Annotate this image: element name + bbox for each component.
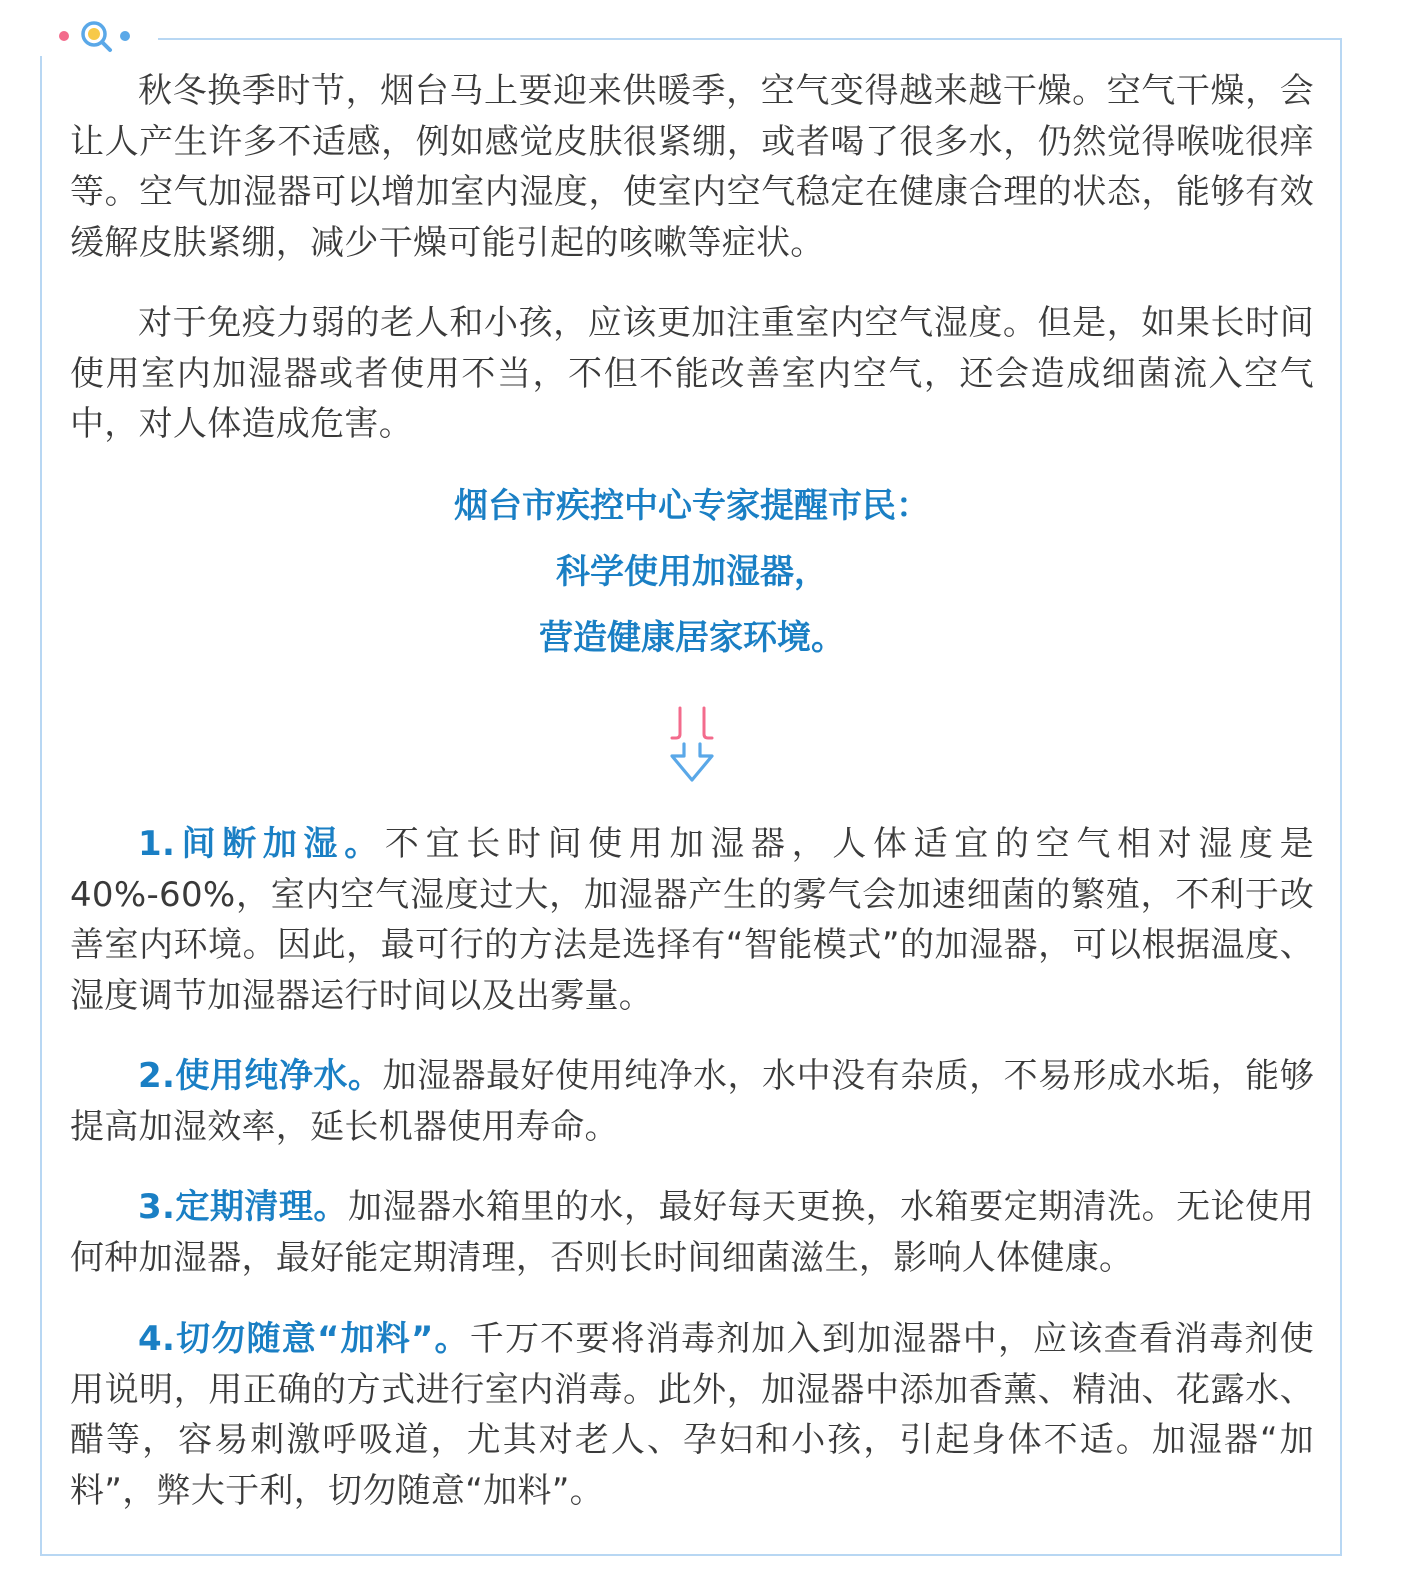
tip-3-title: 3.定期清理。 [138, 1187, 348, 1227]
tip-2 [70, 1051, 1314, 1152]
tip-2-title: 2.使用纯净水。 [138, 1056, 383, 1096]
tip-1-text [70, 819, 1314, 1021]
risk-text: 对于免疫力弱的老人和小孩，应该更加注重室内空气湿度。但是，如果长时间使用室内加湿器或者使用不当，不但不能改善室内空气，还会造成细菌流入空气中，对人体造成危害。 [70, 303, 1314, 444]
reminder-line-1: 烟台市疾控中心专家提醒市民： [454, 486, 930, 526]
tip-4-title: 4.切勿随意“加料”。 [138, 1319, 470, 1359]
tip-4-body: 千万不要将消毒剂加入到加湿器中，应该查看消毒剂使用说明，用正确的方式进行室内消毒。此外，加湿器中添加香薰、精油、花露水、醋等，容易刺激呼吸道，尤其对老人、孕妇和小孩，引起身体不适。加湿器“加料”，弊大于利，切勿随意“加料”。 [70, 1319, 1314, 1511]
tip-3-text [70, 1182, 1314, 1283]
tip-4-text [70, 1314, 1314, 1516]
tip-4 [70, 1314, 1314, 1516]
risk-paragraph [70, 298, 1314, 450]
tip-1-title: 1.间断加湿。 [138, 824, 385, 864]
tip-2-body: 加湿器最好使用纯净水，水中没有杂质，不易形成水垢，能够提高加湿效率，延长机器使用寿命。 [70, 1056, 1314, 1147]
reminder-line-3: 营造健康居家环境。 [539, 618, 845, 658]
tip-1 [70, 819, 1314, 1021]
down-arrow-icon [666, 704, 718, 790]
intro-paragraph [70, 66, 1314, 268]
intro-text: 秋冬换季时节，烟台马上要迎来供暖季，空气变得越来越干燥。空气干燥，会让人产生许多不适感，例如感觉皮肤很紧绷，或者喝了很多水，仍然觉得喉咙很痒等。空气加湿器可以增加室内湿度，使室内空气稳定在健康合理的状态，能够有效缓解皮肤紧绷，减少干燥可能引起的咳嗽等症状。 [70, 71, 1314, 263]
tip-3-body: 加湿器水箱里的水，最好每天更换，水箱要定期清洗。无论使用何种加湿器，最好能定期清理，否则长时间细菌滋生，影响人体健康。 [70, 1187, 1314, 1278]
tip-3 [70, 1182, 1314, 1283]
tip-1-body: 不宜长时间使用加湿器，人体适宜的空气相对湿度是40%-60%，室内空气湿度过大，加湿器产生的雾气会加速细菌的繁殖，不利于改善室内环境。因此，最可行的方法是选择有“智能模式”的加湿器，可以根据温度、湿度调节加湿器运行时间以及出雾量。 [70, 824, 1314, 1016]
search-magnifier-icon [52, 16, 148, 56]
reminder-line-2: 科学使用加湿器， [556, 552, 828, 592]
tip-2-text [70, 1051, 1314, 1152]
